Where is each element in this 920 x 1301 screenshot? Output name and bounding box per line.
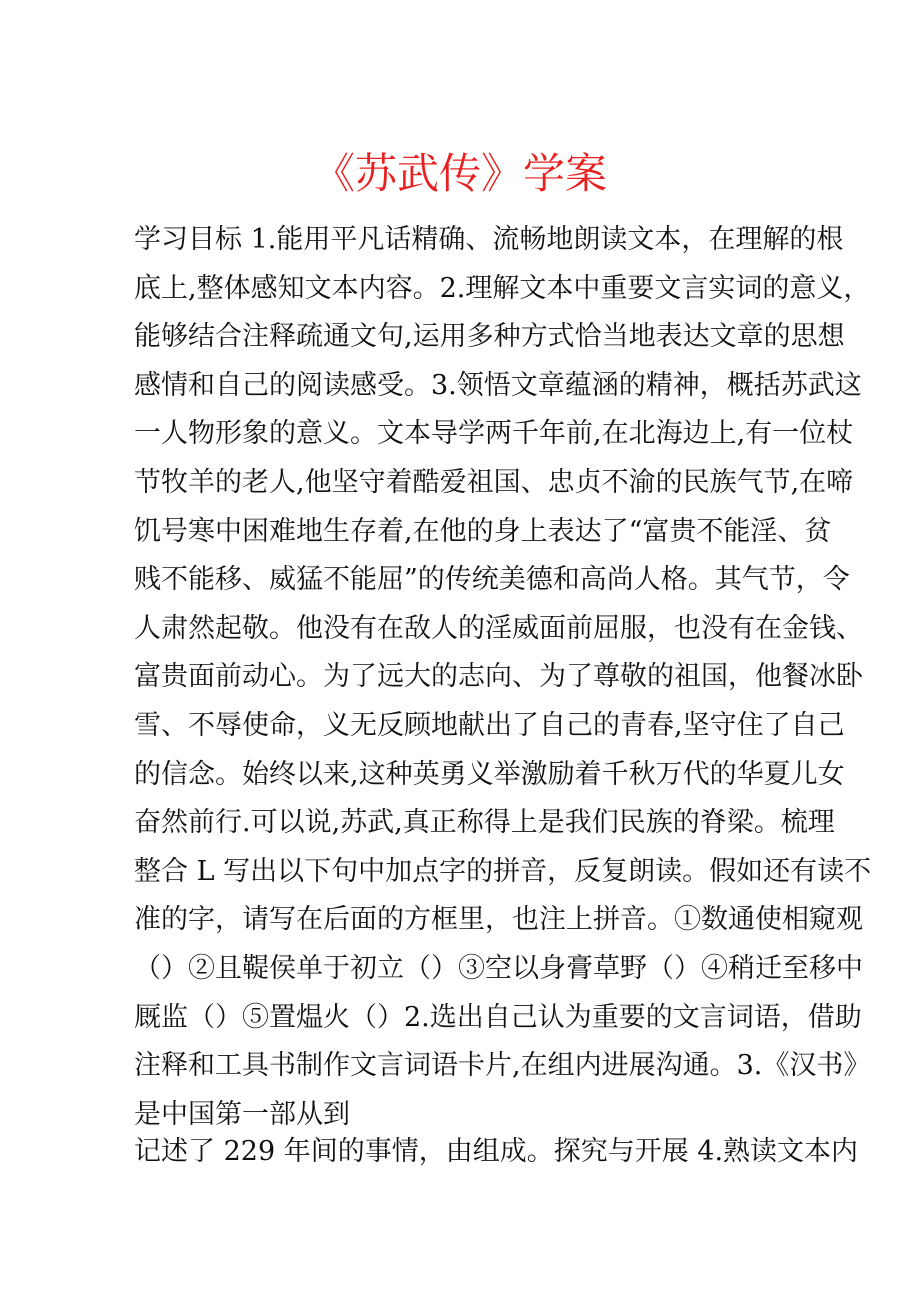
text-line: 是中国第一部从到 [134, 1098, 350, 1130]
text-line: 学习目标 1.能用平凡话精确、流畅地朗读文本，在理解的根 [134, 224, 844, 255]
text-line: 饥号寒中困难地生存着,在他的身上表达了“富贵不能淫、贫 [134, 515, 832, 547]
text-line: 节牧羊的老人,他坚守着酷爱祖国、忠贞不渝的民族气节,在啼 [134, 466, 854, 498]
text-line: 整合 L 写出以下句中加点字的拼音，反复朗读。假如还有读不 [134, 855, 872, 887]
text-line: （）②且鞮侯单于初立（）③空以身膏草野（）④稍迁至移中 [134, 952, 863, 984]
text-line: 富贵面前动心。为了远大的志向、为了尊敬的祖国，他餐冰卧 [134, 661, 863, 693]
document-title: 《苏武传》学案 [312, 149, 607, 198]
text-line: 的信念。始终以来,这种英勇义举激励着千秋万代的华夏儿女 [134, 758, 845, 790]
text-line: 贱不能移、威猛不能屈”的传统美德和高尚人格。其气节，令 [134, 564, 850, 596]
text-line: 一人物形象的意义。文本导学两千年前,在北海边上,有一位杖 [134, 418, 854, 450]
text-line: 奋然前行.可以说,苏武,真正称得上是我们民族的脊梁。梳理 [134, 807, 835, 839]
body-paragraph [134, 216, 872, 1139]
text-line: 人肃然起敬。他没有在敌人的淫威面前屈服，也没有在金钱、 [134, 612, 863, 644]
text-line: 能够结合注释疏通文句,运用多种方式恰当地表达文章的思想 [134, 321, 845, 353]
tail-text-line: 记述了 229 年间的事情，由组成。探究与开展 4.熟读文本内 [134, 1136, 859, 1167]
text-line: 雪、不辱使命，义无反顾地献出了自己的青春,坚守住了自己 [134, 709, 845, 741]
text-line: 注释和工具书制作文言词语卡片,在组内进展沟通。3.《汉书》 [134, 1050, 871, 1082]
text-line: 厩监（）⑤置煴火（）2.选出自己认为重要的文言词语，借助 [134, 1001, 862, 1033]
text-line: 底上,整体感知文本内容。2.理解文本中重要文言实词的意义， [134, 272, 871, 304]
text-line: 准的字，请写在后面的方框里，也注上拼音。①数通使相窥观 [134, 904, 863, 936]
text-line: 感情和自己的阅读感受。3.领悟文章蕴涵的精神，概括苏武这 [134, 369, 862, 401]
